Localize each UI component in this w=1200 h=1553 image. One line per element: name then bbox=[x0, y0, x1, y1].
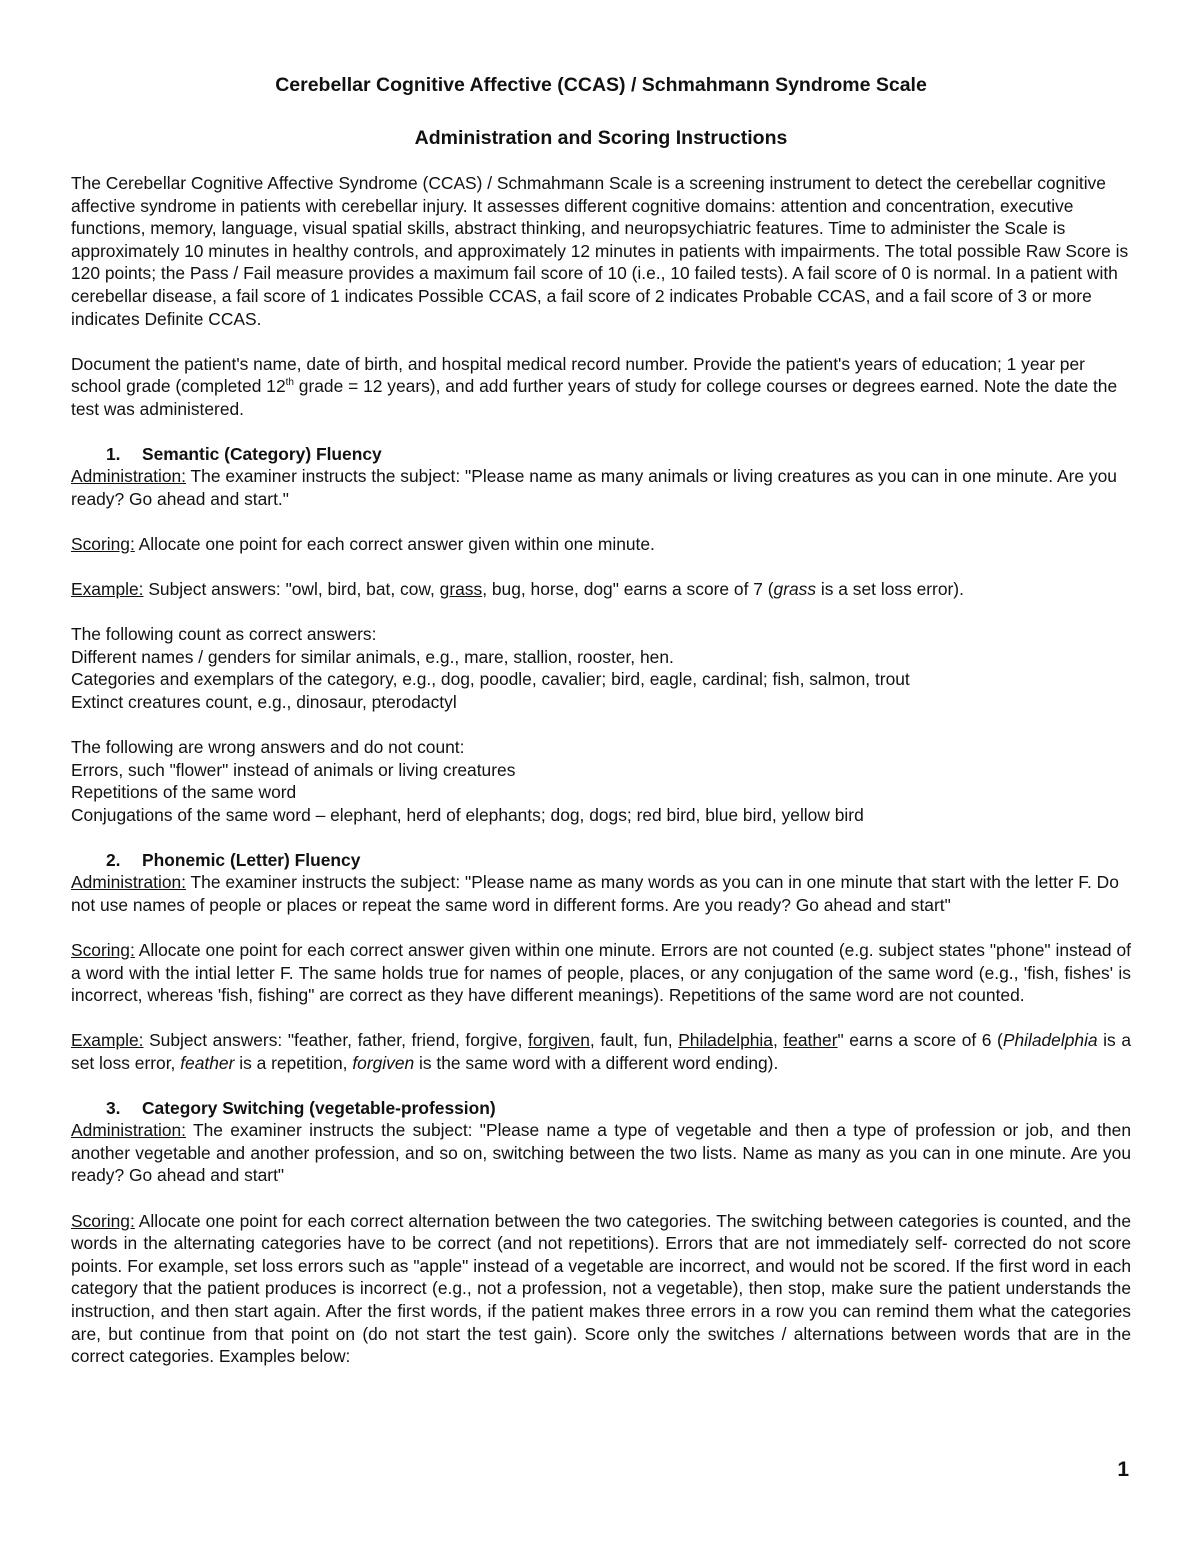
list-item: Categories and exemplars of the category, e.g., dog, poodle, cavalier; bird, eagle, cardinal; fish, salmon, trout bbox=[71, 669, 910, 690]
documentation-paragraph: Document the patient's name, date of birth, and hospital medical record number. Provide the patient's years of education; 1 year per school grade (completed 12th grade = 12 years), and add further years of study for college courses or degrees earned. Note the date the test was administered. bbox=[71, 353, 1118, 419]
section-phonemic-fluency bbox=[71, 849, 1131, 1075]
scoring-paragraph: Scoring: Allocate one point for each correct answer given within one minute. Errors are not counted (e.g. subject states "phone" instead of a word with the intial letter F. The same holds true for names of people, places, or any conjugation of the same word (e.g., 'fish, fishes' is incorrect, whereas 'fish, fishing" are correct as they have different meanings). Repetitions of the same word are not counted. bbox=[71, 940, 1131, 1006]
scoring-label: Scoring: bbox=[71, 940, 135, 960]
list-item: Repetitions of the same word bbox=[71, 782, 297, 803]
page-number: 1 bbox=[1117, 1458, 1129, 1481]
document-subtitle: Administration and Scoring Instructions bbox=[414, 127, 788, 149]
section-heading: 2. Phonemic (Letter) Fluency bbox=[106, 849, 361, 870]
administration-paragraph: Administration: The examiner instructs the subject: "Please name a type of vegetable and then a type of profession or job, and then another vegetable and another profession, and so on, switching between the two lists. Name as many as you can in one minute. Are you ready? Go ahead and start" bbox=[71, 1120, 1131, 1186]
example-paragraph: Example: Subject answers: "feather, father, friend, forgive, forgiven, fault, fun, Philadelphia, feather" earns a score of 6 (Philadelphia is a set loss error, feather is a repetition, forgiven is the same word with a different word ending). bbox=[71, 1030, 1131, 1073]
example-label: Example: bbox=[71, 579, 144, 600]
example-label: Example: bbox=[71, 1030, 144, 1051]
list-item: Extinct creatures count, e.g., dinosaur, pterodactyl bbox=[71, 692, 457, 713]
document-page bbox=[71, 70, 1131, 1368]
section-heading: 1. Semantic (Category) Fluency bbox=[106, 443, 382, 464]
list-item: Errors, such "flower" instead of animals or living creatures bbox=[71, 759, 516, 780]
scoring-label: Scoring: bbox=[71, 1210, 135, 1231]
section-semantic-fluency bbox=[71, 443, 1131, 827]
wrong-answers-heading: The following are wrong answers and do not count: bbox=[71, 737, 465, 758]
section-category-switching bbox=[71, 1097, 1131, 1368]
administration-label: Administration: bbox=[71, 872, 187, 893]
list-item: Different names / genders for similar animals, e.g., mare, stallion, rooster, hen. bbox=[71, 646, 674, 667]
example-paragraph: Example: Subject answers: "owl, bird, bat, cow, grass, bug, horse, dog" earns a score of 7 (grass is a set loss error). bbox=[71, 579, 964, 600]
intro-paragraph: The Cerebellar Cognitive Affective Syndrome (CCAS) / Schmahmann Scale is a screening instrument to detect the cerebellar cognitive affective syndrome in patients with cerebellar injury. It assesses different cognitive domains: attention and concentration, executive functions, memory, language, visual spatial skills, abstract thinking, and neuropsychiatric features. Time to administer the Scale is approximately 10 minutes in healthy controls, and approximately 12 minutes in patients with impairments. The total possible Raw Score is 120 points; the Pass / Fail measure provides a maximum fail score of 10 (i.e., 10 failed tests). A fail score of 0 is normal. In a patient with cerebellar disease, a fail score of 1 indicates Possible CCAS, a fail score of 2 indicates Probable CCAS, and a fail score of 3 or more indicates Definite CCAS. bbox=[71, 173, 1129, 329]
scoring-paragraph: Scoring: Allocate one point for each correct answer given within one minute. bbox=[71, 533, 655, 554]
administration-label: Administration: bbox=[71, 1120, 187, 1141]
scoring-label: Scoring: bbox=[71, 533, 135, 554]
correct-answers-heading: The following count as correct answers: bbox=[71, 624, 377, 645]
document-title: Cerebellar Cognitive Affective (CCAS) / Schmahmann Syndrome Scale bbox=[275, 74, 927, 96]
administration-label: Administration: bbox=[71, 466, 187, 487]
administration-paragraph: Administration: The examiner instructs the subject: "Please name as many animals or living creatures as you can in one minute. Are you ready? Go ahead and start." bbox=[71, 466, 1117, 509]
list-item: Conjugations of the same word – elephant, herd of elephants; dog, dogs; red bird, blue bird, yellow bird bbox=[71, 805, 864, 826]
administration-paragraph: Administration: The examiner instructs the subject: "Please name as many words as you can in one minute that start with the letter F. Do not use names of people or places or repeat the same word in different forms. Are you ready? Go ahead and start" bbox=[71, 872, 1119, 915]
section-heading: 3. Category Switching (vegetable-profession) bbox=[106, 1097, 496, 1118]
superscript-th: th bbox=[285, 377, 294, 389]
scoring-paragraph: Scoring: Allocate one point for each correct alternation between the two categories. The switching between categories is counted, and the words in the alternating categories have to be correct (and not repetitions). Errors that are not immediately self- corrected do not score points. For example, set loss errors such as "apple" instead of a vegetable are incorrect, and would not be scored. If the first word in each category that the patient produces is incorrect (e.g., not a profession, not a vegetable), then stop, make sure the patient understands the instruction, and then start again. After the first words, if the patient makes three errors in a row you can remind them what the categories are, but continue from that point on (do not start the test gain). Score only the switches / alternations between words that are in the correct categories. Examples below: bbox=[71, 1210, 1131, 1367]
